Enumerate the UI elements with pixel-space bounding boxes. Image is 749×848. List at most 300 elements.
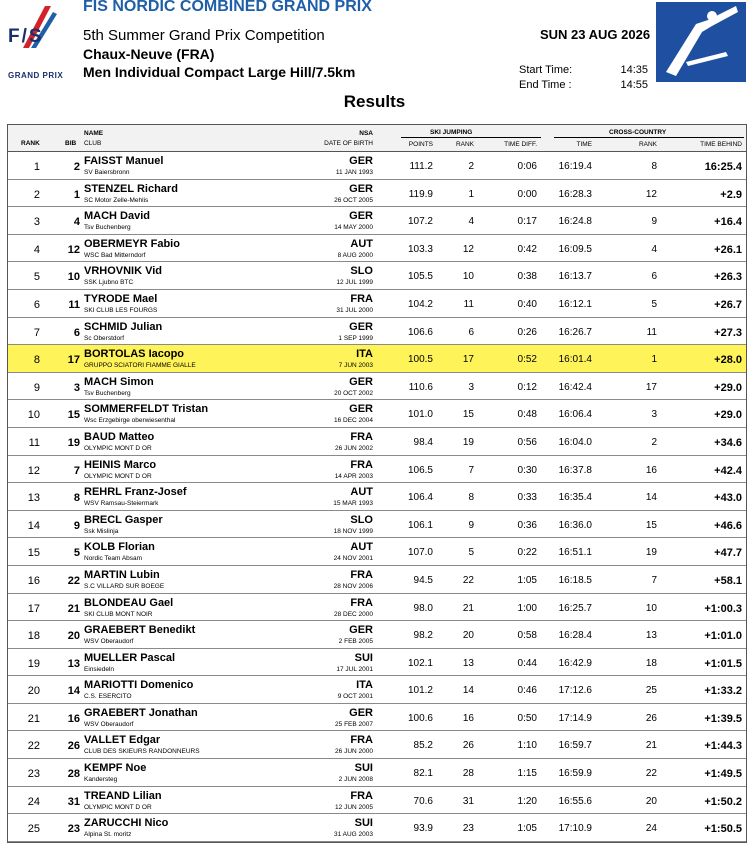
jump-rank: 1 bbox=[468, 188, 474, 200]
rank-cell: 12 bbox=[27, 464, 40, 477]
club-name: SSK Ljubno BTC bbox=[84, 279, 134, 287]
bib-cell: 8 bbox=[73, 492, 80, 505]
date-of-birth: 28 DEC 2000 bbox=[333, 610, 373, 618]
jump-rank: 23 bbox=[462, 823, 474, 835]
club-name: GRUPPO SCIATORI FIAMME GIALLE bbox=[84, 362, 196, 370]
jump-points: 104.2 bbox=[407, 298, 433, 310]
table-row bbox=[8, 704, 746, 732]
jump-points: 106.5 bbox=[407, 464, 433, 476]
cross-country-rank: 6 bbox=[651, 271, 657, 283]
cross-country-rank: 5 bbox=[651, 298, 657, 310]
table-row bbox=[8, 428, 746, 456]
jump-points: 100.5 bbox=[407, 354, 433, 366]
jump-points: 101.2 bbox=[407, 685, 433, 697]
time-diff: 0:56 bbox=[517, 436, 537, 448]
bib-cell: 14 bbox=[67, 685, 80, 698]
time-diff: 1:05 bbox=[517, 574, 537, 586]
start-time-label: Start Time: bbox=[519, 64, 573, 76]
club-name: Kandersteg bbox=[84, 776, 118, 784]
results-rows bbox=[8, 152, 746, 842]
nsa-code: GER bbox=[349, 706, 373, 719]
time-behind: +43.0 bbox=[714, 492, 742, 505]
cross-country-time: 16:37.8 bbox=[558, 464, 592, 476]
athlete-name: KEMPF Noe bbox=[84, 762, 147, 775]
cross-country-rank: 26 bbox=[645, 712, 657, 724]
cross-country-rank: 20 bbox=[645, 795, 657, 807]
table-row bbox=[8, 400, 746, 428]
jump-points: 98.0 bbox=[413, 602, 433, 614]
athlete-name: SOMMERFELDT Tristan bbox=[84, 403, 209, 416]
cross-country-rank: 15 bbox=[645, 519, 657, 531]
club-name: SV Baiersbronn bbox=[84, 169, 130, 176]
rank-cell: 14 bbox=[27, 519, 40, 532]
end-time-value: 14:55 bbox=[620, 79, 648, 91]
table-row bbox=[8, 814, 746, 842]
date-of-birth: 14 MAY 2000 bbox=[334, 224, 373, 232]
athlete-name: STENZEL Richard bbox=[84, 182, 178, 195]
time-behind: +26.3 bbox=[714, 271, 742, 284]
end-time-label: End Time : bbox=[519, 79, 572, 91]
date-of-birth: 26 JUN 2000 bbox=[335, 748, 373, 756]
cross-country-rank: 21 bbox=[645, 740, 657, 752]
time-behind: +34.6 bbox=[714, 436, 742, 449]
time-behind: +1:50.5 bbox=[704, 823, 742, 836]
table-row bbox=[8, 511, 746, 539]
jump-rank: 10 bbox=[462, 271, 474, 283]
time-behind: +2.9 bbox=[720, 188, 742, 201]
club-name: OLYMPIC MONT D OR bbox=[84, 803, 152, 811]
col-bib: BIB bbox=[65, 140, 77, 147]
date-of-birth: 9 OCT 2001 bbox=[337, 693, 373, 701]
table-row bbox=[8, 152, 746, 180]
nsa-code: AUT bbox=[350, 486, 373, 499]
time-diff: 0:38 bbox=[517, 271, 537, 283]
date-of-birth: 15 MAR 1993 bbox=[333, 500, 373, 508]
cross-country-rank: 16 bbox=[645, 464, 657, 476]
athlete-name: VRHOVNIK Vid bbox=[84, 265, 163, 278]
nsa-code: GER bbox=[349, 624, 373, 637]
time-diff: 0:52 bbox=[517, 354, 537, 366]
jump-points: 93.9 bbox=[413, 823, 433, 835]
jump-points: 100.6 bbox=[407, 712, 433, 724]
table-row bbox=[8, 262, 746, 290]
nsa-code: GER bbox=[349, 155, 373, 167]
ski-jumper-icon bbox=[656, 2, 746, 82]
cross-country-time: 16:19.4 bbox=[558, 161, 592, 172]
club-name: SKI CLUB LES FOURGS bbox=[84, 306, 158, 314]
jump-points: 107.0 bbox=[407, 547, 433, 559]
time-behind: +26.7 bbox=[714, 298, 742, 311]
venue: Chaux-Neuve (FRA) bbox=[83, 46, 215, 62]
rank-cell: 1 bbox=[33, 161, 40, 173]
athlete-name: FAISST Manuel bbox=[84, 155, 164, 167]
time-behind: +26.1 bbox=[714, 243, 742, 256]
club-name: SC Motor Zelle-Mehlis bbox=[84, 196, 149, 204]
cross-country-rank: 12 bbox=[645, 188, 657, 200]
rank-cell: 20 bbox=[27, 685, 40, 698]
time-diff: 0:40 bbox=[517, 298, 537, 310]
cross-country-time: 16:26.7 bbox=[558, 326, 592, 338]
bib-cell: 6 bbox=[73, 326, 80, 339]
time-behind: +1:39.5 bbox=[704, 712, 742, 725]
club-name: CLUB DES SKIEURS RANDONNEURS bbox=[84, 748, 200, 756]
nsa-code: SUI bbox=[354, 651, 373, 664]
club-name: OLYMPIC MONT D OR bbox=[84, 472, 152, 480]
bib-cell: 23 bbox=[67, 823, 80, 836]
athlete-name: MACH Simon bbox=[84, 375, 154, 388]
date-of-birth: 24 NOV 2001 bbox=[333, 555, 373, 563]
time-behind: +29.0 bbox=[714, 381, 742, 394]
cross-country-time: 16:51.1 bbox=[558, 547, 592, 559]
page-title: Results bbox=[343, 92, 406, 111]
jump-points: 111.2 bbox=[409, 161, 433, 172]
cross-country-rank: 24 bbox=[645, 823, 657, 835]
date-of-birth: 14 APR 2003 bbox=[334, 472, 373, 480]
cross-country-time: 16:36.0 bbox=[558, 519, 592, 531]
jump-rank: 7 bbox=[468, 464, 474, 476]
col-name: NAME bbox=[84, 130, 104, 137]
time-behind: +1:01.5 bbox=[704, 657, 742, 670]
athlete-name: BRECL Gasper bbox=[84, 513, 163, 526]
club-name: Nordic Team Absam bbox=[84, 555, 143, 563]
athlete-name: OBERMEYR Fabio bbox=[84, 237, 180, 250]
rank-cell: 4 bbox=[33, 243, 40, 256]
col-points: POINTS bbox=[408, 141, 433, 148]
time-behind: +1:01.0 bbox=[704, 630, 742, 643]
bib-cell: 13 bbox=[67, 657, 80, 670]
jump-rank: 2 bbox=[468, 161, 474, 172]
bib-cell: 4 bbox=[73, 216, 80, 229]
table-row bbox=[8, 290, 746, 318]
event-name: Men Individual Compact Large Hill/7.5km bbox=[83, 64, 356, 80]
cross-country-time: 16:59.7 bbox=[558, 740, 592, 752]
cross-country-rank: 14 bbox=[645, 492, 657, 504]
time-behind: +16.4 bbox=[714, 216, 742, 229]
cross-country-rank: 4 bbox=[651, 243, 657, 255]
bib-cell: 7 bbox=[73, 464, 80, 477]
time-diff: 0:42 bbox=[517, 243, 537, 255]
cross-country-rank: 13 bbox=[645, 630, 657, 642]
bib-cell: 9 bbox=[73, 519, 80, 532]
col-nsa: NSA bbox=[359, 130, 373, 137]
date-of-birth: 16 DEC 2004 bbox=[333, 417, 373, 425]
cross-country-rank: 2 bbox=[651, 436, 657, 448]
cross-country-rank: 25 bbox=[645, 685, 657, 697]
club-name: WSV Oberaudorf bbox=[84, 720, 134, 728]
table-row bbox=[8, 594, 746, 622]
rank-cell: 16 bbox=[27, 574, 40, 587]
jump-points: 85.2 bbox=[413, 740, 433, 752]
cross-country-time: 16:35.4 bbox=[558, 492, 592, 504]
nsa-code: FRA bbox=[350, 789, 373, 802]
date-of-birth: 20 OCT 2002 bbox=[334, 389, 373, 397]
time-diff: 0:36 bbox=[517, 519, 537, 531]
time-diff: 0:12 bbox=[517, 381, 537, 393]
date-of-birth: 25 FEB 2007 bbox=[335, 720, 373, 728]
cross-country-rank: 22 bbox=[645, 768, 657, 780]
table-row bbox=[8, 483, 746, 511]
bib-cell: 3 bbox=[73, 381, 80, 394]
date-of-birth: 11 JAN 1993 bbox=[335, 169, 373, 176]
table-row bbox=[8, 373, 746, 401]
event-date: SUN 23 AUG 2026 bbox=[540, 27, 651, 42]
rank-cell: 2 bbox=[33, 188, 40, 201]
athlete-name: MARTIN Lubin bbox=[84, 568, 160, 581]
jump-rank: 13 bbox=[462, 657, 474, 669]
jump-points: 106.6 bbox=[407, 326, 433, 338]
time-diff: 0:06 bbox=[517, 161, 537, 172]
time-diff: 0:00 bbox=[517, 188, 537, 200]
jump-points: 70.6 bbox=[413, 795, 433, 807]
jump-rank: 6 bbox=[468, 326, 474, 338]
cross-country-divider bbox=[554, 137, 744, 138]
jump-rank: 8 bbox=[468, 492, 474, 504]
date-of-birth: 31 JUL 2000 bbox=[336, 306, 373, 314]
table-row-highlighted bbox=[8, 345, 746, 373]
rank-cell: 19 bbox=[27, 657, 40, 670]
jump-rank: 21 bbox=[462, 602, 474, 614]
date-of-birth: 31 AUG 2003 bbox=[333, 831, 373, 839]
rank-cell: 15 bbox=[27, 547, 40, 560]
nsa-code: FRA bbox=[350, 458, 373, 471]
cross-country-time: 16:24.8 bbox=[558, 216, 592, 228]
col-club: CLUB bbox=[84, 140, 102, 147]
cross-country-rank: 1 bbox=[651, 354, 657, 366]
rank-cell: 11 bbox=[28, 436, 40, 449]
date-of-birth: 12 JUL 1999 bbox=[336, 279, 373, 287]
jump-points: 106.1 bbox=[407, 519, 433, 531]
date-of-birth: 2 JUN 2008 bbox=[338, 776, 373, 784]
jump-points: 98.4 bbox=[413, 436, 433, 448]
cross-country-time: 16:42.9 bbox=[558, 657, 592, 669]
jump-points: 110.6 bbox=[408, 381, 433, 393]
date-of-birth: 7 JUN 2003 bbox=[338, 362, 373, 370]
nsa-code: ITA bbox=[356, 348, 373, 361]
bib-cell: 19 bbox=[67, 436, 80, 449]
cross-country-time: 16:59.9 bbox=[558, 768, 592, 780]
ski-jumper-image bbox=[656, 2, 746, 82]
cross-country-time: 17:14.9 bbox=[558, 712, 592, 724]
date-of-birth: 12 JUN 2005 bbox=[335, 803, 373, 811]
cross-country-time: 16:06.4 bbox=[558, 409, 592, 421]
bib-cell: 15 bbox=[67, 409, 80, 422]
bib-cell: 28 bbox=[67, 768, 80, 781]
time-behind: +28.0 bbox=[714, 354, 742, 367]
cross-country-rank: 18 bbox=[645, 657, 657, 669]
cross-country-time: 16:55.6 bbox=[558, 795, 592, 807]
time-behind: +47.7 bbox=[714, 547, 742, 560]
table-row bbox=[8, 649, 746, 677]
time-diff: 0:46 bbox=[517, 685, 537, 697]
start-time-value: 14:35 bbox=[620, 64, 648, 76]
jump-rank: 15 bbox=[462, 409, 474, 421]
time-behind: +1:00.3 bbox=[704, 602, 742, 615]
nsa-code: GER bbox=[349, 403, 373, 416]
athlete-name: MARIOTTI Domenico bbox=[84, 679, 194, 692]
jump-points: 94.5 bbox=[413, 574, 433, 586]
athlete-name: GRAEBERT Jonathan bbox=[84, 706, 198, 719]
date-of-birth: 28 NOV 2006 bbox=[333, 582, 373, 590]
jump-points: 102.1 bbox=[407, 657, 433, 669]
rank-cell: 17 bbox=[27, 602, 40, 615]
jump-rank: 17 bbox=[462, 354, 474, 366]
athlete-name: HEINIS Marco bbox=[84, 458, 157, 471]
time-diff: 0:26 bbox=[517, 326, 537, 338]
jump-points: 105.5 bbox=[407, 271, 433, 283]
cross-country-time: 16:18.5 bbox=[558, 574, 592, 586]
rank-cell: 5 bbox=[33, 271, 40, 284]
bib-cell: 17 bbox=[67, 354, 80, 367]
jump-points: 98.2 bbox=[413, 630, 433, 642]
jump-rank: 28 bbox=[462, 768, 474, 780]
col-time-behind: TIME BEHIND bbox=[700, 141, 742, 148]
ski-jumping-divider bbox=[401, 137, 541, 138]
athlete-name: KOLB Florian bbox=[84, 541, 155, 554]
date-of-birth: 17 JUL 2001 bbox=[336, 665, 373, 673]
nsa-code: FRA bbox=[350, 734, 373, 747]
col-ski-jumping: SKI JUMPING bbox=[430, 129, 473, 136]
table-row bbox=[8, 180, 746, 208]
cross-country-time: 17:12.6 bbox=[558, 685, 592, 697]
cross-country-rank: 8 bbox=[651, 161, 657, 172]
rank-cell: 23 bbox=[27, 768, 40, 781]
jump-points: 101.0 bbox=[407, 409, 433, 421]
time-diff: 0:58 bbox=[517, 630, 537, 642]
time-behind: +42.4 bbox=[714, 464, 742, 477]
club-name: Sc Oberstdorf bbox=[84, 334, 125, 342]
cross-country-rank: 10 bbox=[645, 602, 657, 614]
cross-country-time: 16:42.4 bbox=[558, 381, 592, 393]
col-rank: RANK bbox=[21, 140, 40, 147]
bib-cell: 10 bbox=[67, 271, 80, 284]
cross-country-time: 17:10.9 bbox=[558, 823, 592, 835]
date-of-birth: 8 AUG 2000 bbox=[337, 251, 373, 259]
col-cc-rank: RANK bbox=[638, 141, 657, 148]
jump-rank: 14 bbox=[462, 685, 474, 697]
bib-cell: 31 bbox=[67, 795, 80, 808]
club-name: Ssk Mislinja bbox=[84, 527, 119, 535]
jump-points: 107.2 bbox=[407, 216, 433, 228]
table-row bbox=[8, 235, 746, 263]
time-diff: 0:44 bbox=[517, 657, 537, 669]
nsa-code: GER bbox=[349, 320, 373, 333]
cross-country-rank: 3 bbox=[651, 409, 657, 421]
rank-cell: 24 bbox=[27, 795, 40, 808]
table-row bbox=[8, 676, 746, 704]
rank-cell: 25 bbox=[27, 823, 40, 836]
col-dob: DATE OF BIRTH bbox=[324, 140, 373, 147]
athlete-name: MUELLER Pascal bbox=[84, 651, 176, 664]
athlete-name: GRAEBERT Benedikt bbox=[84, 624, 196, 637]
club-name: Alpina St. moritz bbox=[84, 831, 132, 839]
bib-cell: 1 bbox=[73, 188, 80, 201]
jump-rank: 5 bbox=[468, 547, 474, 559]
nsa-code: SUI bbox=[354, 762, 373, 775]
time-behind: +58.1 bbox=[714, 574, 742, 587]
rank-cell: 13 bbox=[27, 492, 40, 505]
rank-cell: 3 bbox=[33, 216, 40, 229]
jump-rank: 31 bbox=[462, 795, 474, 807]
time-diff: 0:33 bbox=[517, 492, 537, 504]
rank-cell: 21 bbox=[27, 712, 40, 725]
rank-cell: 7 bbox=[33, 326, 40, 339]
time-diff: 1:00 bbox=[517, 602, 537, 614]
club-name: C.S. ESERCITO bbox=[84, 693, 132, 701]
cross-country-time: 16:28.3 bbox=[558, 188, 592, 200]
time-behind: +1:44.3 bbox=[704, 740, 742, 753]
rank-cell: 22 bbox=[27, 740, 40, 753]
col-sj-rank: RANK bbox=[455, 141, 474, 148]
club-name: WSC Bad Mitterndorf bbox=[84, 251, 146, 259]
col-cross-country: CROSS-COUNTRY bbox=[609, 129, 667, 136]
table-row bbox=[8, 538, 746, 566]
jump-points: 103.3 bbox=[407, 243, 433, 255]
nsa-code: SLO bbox=[350, 513, 373, 526]
bib-cell: 16 bbox=[67, 712, 80, 725]
nsa-code: ITA bbox=[356, 679, 373, 692]
table-row bbox=[8, 731, 746, 759]
club-name: OLYMPIC MONT D OR bbox=[84, 444, 152, 452]
nsa-code: FRA bbox=[350, 430, 373, 443]
jump-points: 82.1 bbox=[413, 768, 433, 780]
results-table bbox=[7, 124, 747, 843]
nsa-code: FRA bbox=[350, 292, 373, 305]
club-name: SKI CLUB MONT NOIR bbox=[84, 610, 153, 618]
jump-rank: 3 bbox=[468, 381, 474, 393]
time-diff: 1:05 bbox=[517, 823, 537, 835]
date-of-birth: 26 JUN 2002 bbox=[335, 444, 373, 452]
athlete-name: BLONDEAU Gael bbox=[84, 596, 174, 609]
nsa-code: FRA bbox=[350, 568, 373, 581]
table-row bbox=[8, 566, 746, 594]
rank-cell: 10 bbox=[27, 409, 40, 422]
athlete-name: SCHMID Julian bbox=[84, 320, 163, 333]
date-of-birth: 2 FEB 2005 bbox=[338, 638, 373, 646]
time-diff: 1:15 bbox=[517, 768, 537, 780]
jump-rank: 16 bbox=[462, 712, 474, 724]
nsa-code: FRA bbox=[350, 596, 373, 609]
cross-country-time: 16:01.4 bbox=[558, 354, 592, 366]
athlete-name: TYRODE Mael bbox=[84, 292, 158, 305]
bib-cell: 26 bbox=[67, 740, 80, 753]
jump-rank: 4 bbox=[468, 216, 474, 228]
cross-country-time: 16:13.7 bbox=[558, 271, 592, 283]
time-diff: 0:22 bbox=[517, 547, 537, 559]
time-diff: 0:30 bbox=[517, 464, 537, 476]
club-name: WSV Oberaudorf bbox=[84, 638, 134, 646]
time-diff: 1:10 bbox=[517, 740, 537, 752]
athlete-name: TREAND Lilian bbox=[84, 789, 162, 802]
fis-logo-text: F/S bbox=[8, 26, 44, 47]
table-row bbox=[8, 621, 746, 649]
cross-country-rank: 11 bbox=[646, 326, 657, 338]
table-header bbox=[8, 125, 746, 152]
table-row bbox=[8, 759, 746, 787]
rank-cell: 8 bbox=[33, 354, 40, 367]
club-name: Einsiedeln bbox=[84, 665, 114, 673]
jump-rank: 26 bbox=[462, 740, 474, 752]
cross-country-time: 16:28.4 bbox=[558, 630, 592, 642]
nsa-code: SUI bbox=[354, 817, 373, 830]
bib-cell: 20 bbox=[67, 630, 80, 643]
nsa-code: GER bbox=[349, 182, 373, 195]
date-of-birth: 1 SEP 1999 bbox=[338, 334, 373, 342]
athlete-name: ZARUCCHI Nico bbox=[84, 817, 169, 830]
cross-country-time: 16:12.1 bbox=[558, 298, 592, 310]
athlete-name: MACH David bbox=[84, 210, 151, 223]
rank-cell: 18 bbox=[27, 630, 40, 643]
bib-cell: 2 bbox=[73, 161, 80, 173]
